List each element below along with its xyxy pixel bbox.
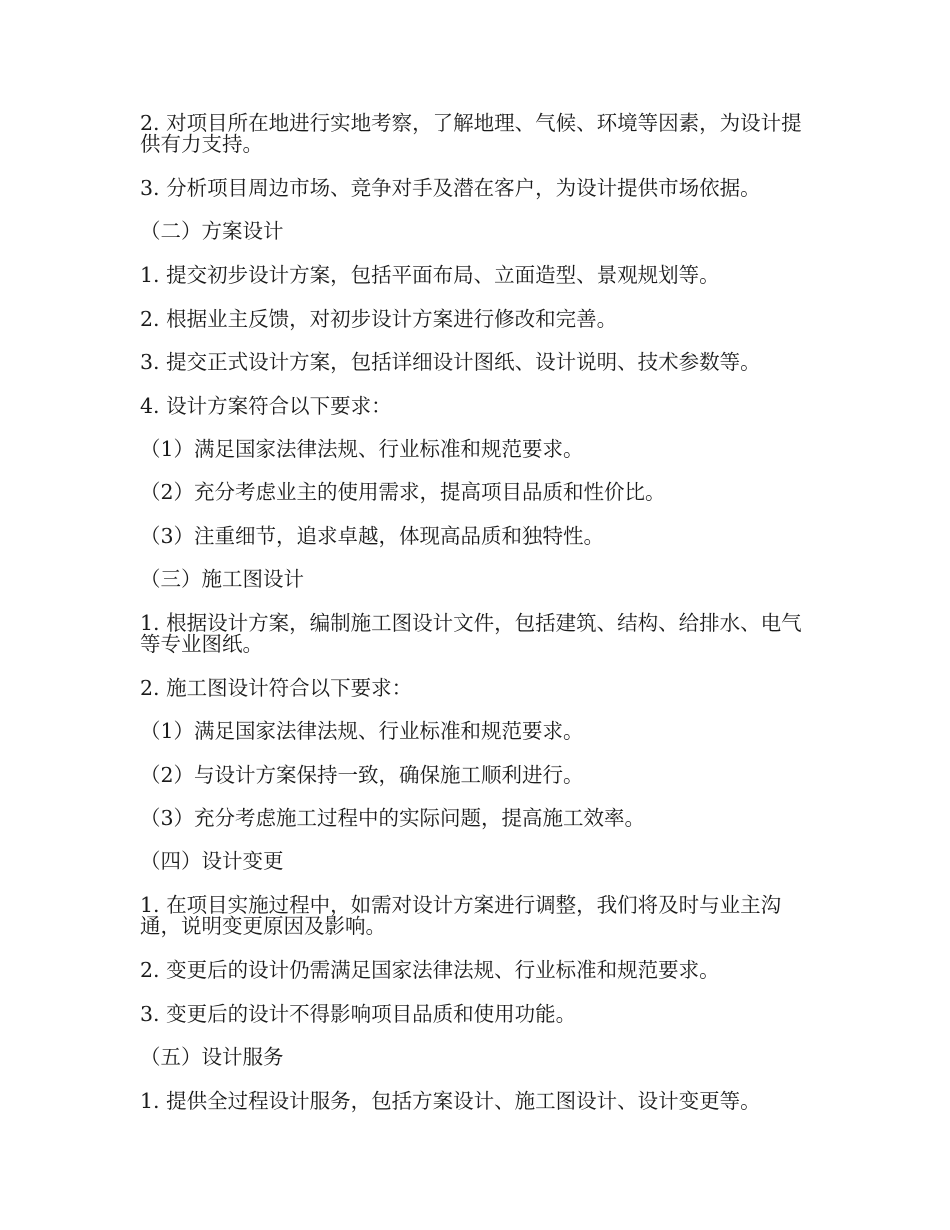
- paragraph-drawing-files: 1. 根据设计方案，编制施工图设计文件，包括建筑、结构、给排水、电气等专业图纸。: [140, 611, 802, 656]
- paragraph-preliminary-scheme: 1. 提交初步设计方案，包括平面布局、立面造型、景观规划等。: [140, 263, 720, 287]
- section-heading-construction-drawing: （三）施工图设计: [140, 567, 304, 591]
- list-item-owner-needs: （2）充分考虑业主的使用需求，提高项目品质和性价比。: [140, 480, 666, 504]
- list-item-details: （3）注重细节，追求卓越，体现高品质和独特性。: [140, 524, 605, 548]
- paragraph-scheme-requirements: 4. 设计方案符合以下要求：: [140, 394, 392, 418]
- paragraph-site-survey: 2. 对项目所在地进行实地考察，了解地理、气候、环境等因素，为设计提供有力支持。: [140, 111, 802, 156]
- paragraph-full-process-service: 1. 提供全过程设计服务，包括方案设计、施工图设计、设计变更等。: [140, 1089, 761, 1113]
- paragraph-market-analysis: 3. 分析项目周边市场、竞争对手及潜在客户，为设计提供市场依据。: [140, 176, 761, 200]
- paragraph-change-quality: 3. 变更后的设计不得影响项目品质和使用功能。: [140, 1002, 577, 1026]
- paragraph-drawing-requirements: 2. 施工图设计符合以下要求：: [140, 676, 413, 700]
- list-item-regulations: （1）满足国家法律法规、行业标准和规范要求。: [140, 437, 584, 461]
- paragraph-owner-feedback: 2. 根据业主反馈，对初步设计方案进行修改和完善。: [140, 307, 618, 331]
- list-item-consistency: （2）与设计方案保持一致，确保施工顺利进行。: [140, 763, 584, 787]
- list-item-construction-efficiency: （3）充分考虑施工过程中的实际问题，提高施工效率。: [140, 806, 646, 830]
- list-item-drawing-regulations: （1）满足国家法律法规、行业标准和规范要求。: [140, 719, 584, 743]
- paragraph-change-regulations: 2. 变更后的设计仍需满足国家法律法规、行业标准和规范要求。: [140, 958, 720, 982]
- paragraph-formal-scheme: 3. 提交正式设计方案，包括详细设计图纸、设计说明、技术参数等。: [140, 350, 761, 374]
- paragraph-change-communication: 1. 在项目实施过程中，如需对设计方案进行调整，我们将及时与业主沟通，说明变更原因及影响。: [140, 893, 782, 938]
- section-heading-design-service: （五）设计服务: [140, 1045, 284, 1069]
- section-heading-scheme-design: （二）方案设计: [140, 219, 284, 243]
- section-heading-design-change: （四）设计变更: [140, 849, 284, 873]
